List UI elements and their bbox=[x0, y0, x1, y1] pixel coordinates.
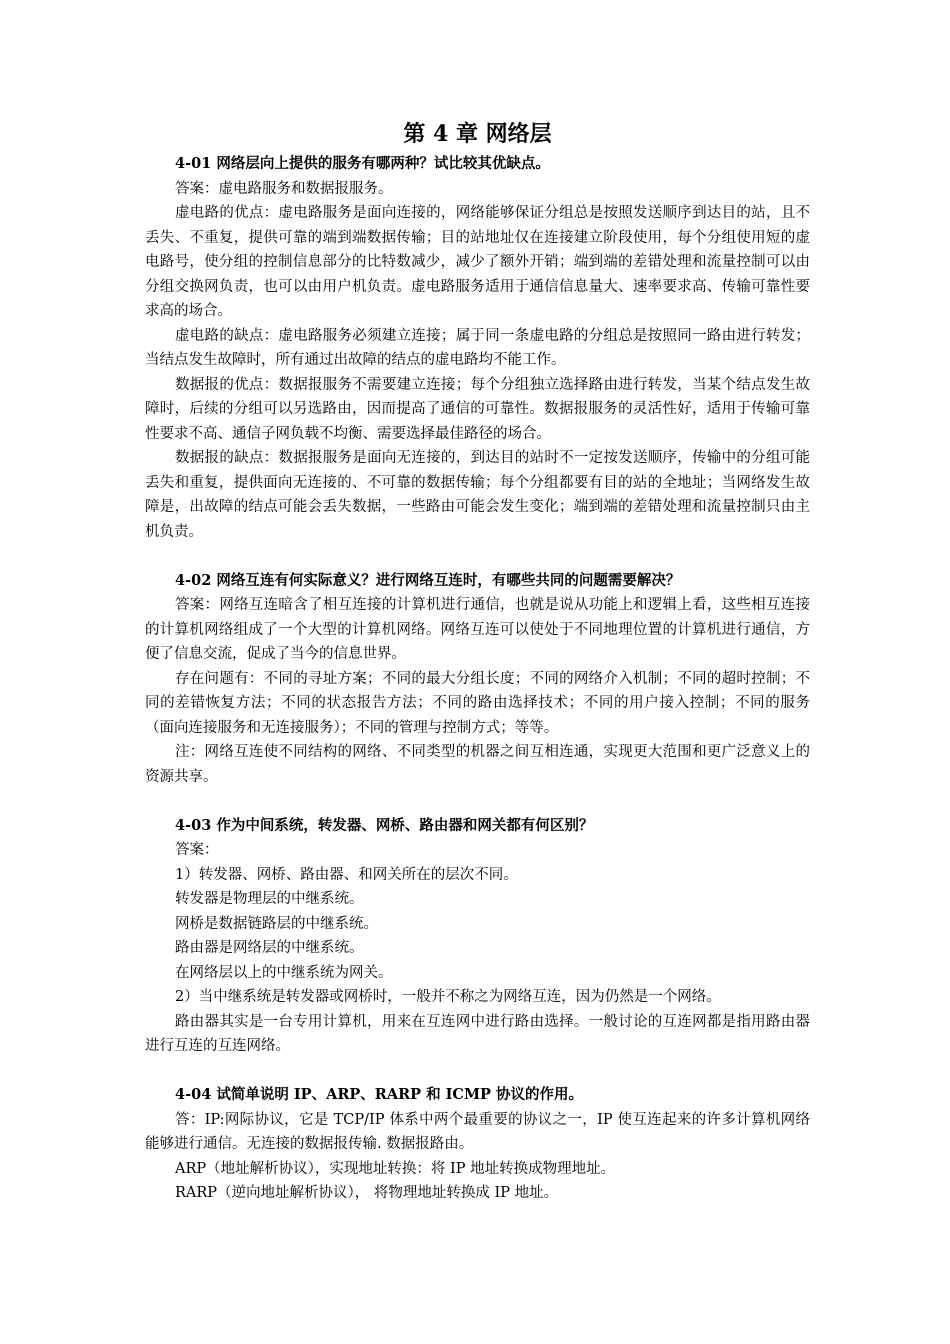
answer-paragraph: 在网络层以上的中继系统为网关。 bbox=[175, 964, 393, 981]
answer-paragraph: 答案：网络互连暗含了相互连接的计算机进行通信，也就是说从功能上和逻辑上看，这些相互连接的计算机网络组成了一个大型的计算机网络。网络互连可以使处于不同地理位置的计算机进行通信，方便了信息交流，促成了当今的信息世界。 bbox=[145, 597, 810, 662]
answer-paragraph: 1）转发器、网桥、路由器、和网关所在的层次不同。 bbox=[175, 866, 518, 883]
section-4-01 bbox=[145, 152, 810, 544]
answer-paragraph: 路由器其实是一台专用计算机，用来在互连网中进行路由选择。一般讨论的互连网都是指用路由器进行互连的互连网络。 bbox=[145, 1013, 810, 1054]
section-4-03 bbox=[145, 814, 810, 1059]
answer-paragraph: 2）当中继系统是转发器或网桥时，一般并不称之为网络互连，因为仍然是一个网络。 bbox=[175, 989, 721, 1005]
section-spacer bbox=[145, 789, 810, 814]
section-4-04 bbox=[145, 1083, 810, 1206]
answer-paragraph: 虚电路的缺点：虚电路服务必须建立连接；属于同一条虚电路的分组总是按照同一路由进行转发；当结点发生故障时，所有通过出故障的结点的虚电路均不能工作。 bbox=[145, 327, 810, 368]
answer-paragraph: ARP（地址解析协议），实现地址转换：将 IP 地址转换成物理地址。 bbox=[175, 1160, 616, 1177]
section-4-02 bbox=[145, 569, 810, 790]
answer-paragraph: 存在问题有：不同的寻址方案；不同的最大分组长度；不同的网络介入机制；不同的超时控制；不同的差错恢复方法；不同的状态报告方法；不同的路由选择技术；不同的用户接入控制；不同的服务（面向连接服务和无连接服务）；不同的管理与控制方式；等等。 bbox=[145, 670, 810, 736]
answer-paragraph: 答案：虚电路服务和数据报服务。 bbox=[175, 180, 393, 197]
answer-paragraph: 路由器是网络层的中继系统。 bbox=[175, 940, 364, 956]
question-heading: 4-01 网络层向上提供的服务有哪两种？试比较其优缺点。 bbox=[175, 155, 550, 172]
question-heading: 4-03 作为中间系统，转发器、网桥、路由器和网关都有何区别？ bbox=[175, 816, 594, 834]
section-spacer bbox=[145, 544, 810, 569]
answer-paragraph: 答案： bbox=[175, 842, 219, 858]
document-page bbox=[145, 118, 810, 1206]
answer-paragraph: 转发器是物理层的中继系统。 bbox=[175, 891, 364, 907]
answer-paragraph: RARP（逆向地址解析协议）， 将物理地址转换成 IP 地址。 bbox=[175, 1185, 559, 1201]
answer-paragraph: 答：IP:网际协议，它是 TCP/IP 体系中两个最重要的协议之一，IP 使互连起来的许多计算机网络能够进行通信。无连接的数据报传输. 数据报路由。 bbox=[145, 1111, 810, 1152]
answer-paragraph: 虚电路的优点：虚电路服务是面向连接的，网络能够保证分组总是按照发送顺序到达目的站，且不丢失、不重复，提供可靠的端到端数据传输；目的站地址仅在连接建立阶段使用，每个分组使用短的虚电路号，使分组的控制信息部分的比特数减少，减少了额外开销；端到端的差错处理和流量控制可以由分组交换网负责，也可以由用户机负责。虚电路服务适用于通信信息量大、速率要求高、传输可靠性要求高的场合。 bbox=[145, 205, 810, 319]
question-heading: 4-02 网络互连有何实际意义？进行网络互连时，有哪些共同的问题需要解决？ bbox=[175, 571, 681, 589]
answer-paragraph: 数据报的优点：数据报服务不需要建立连接；每个分组独立选择路由进行转发，当某个结点发生故障时，后续的分组可以另选路由，因而提高了通信的可靠性。数据报服务的灵活性好，适用于传输可靠性要求不高、通信子网负载不均衡、需要选择最佳路径的场合。 bbox=[145, 376, 810, 442]
section-spacer bbox=[145, 1059, 810, 1084]
question-heading: 4-04 试简单说明 IP、ARP、RARP 和 ICMP 协议的作用。 bbox=[175, 1086, 583, 1103]
answer-paragraph: 数据报的缺点：数据报服务是面向无连接的，到达目的站时不一定按发送顺序，传输中的分组可能丢失和重复，提供面向无连接的、不可靠的数据传输；每个分组都要有目的站的全地址；当网络发生故障是，出故障的结点可能会丢失数据，一些路由可能会发生变化；端到端的差错处理和流量控制只由主机负责。 bbox=[145, 450, 810, 540]
chapter-title: 第 4 章 网络层 bbox=[403, 121, 552, 147]
answer-paragraph: 网桥是数据链路层的中继系统。 bbox=[175, 915, 378, 932]
answer-paragraph: 注：网络互连使不同结构的网络、不同类型的机器之间互相连通，实现更大范围和更广泛意义上的资源共享。 bbox=[145, 744, 810, 785]
